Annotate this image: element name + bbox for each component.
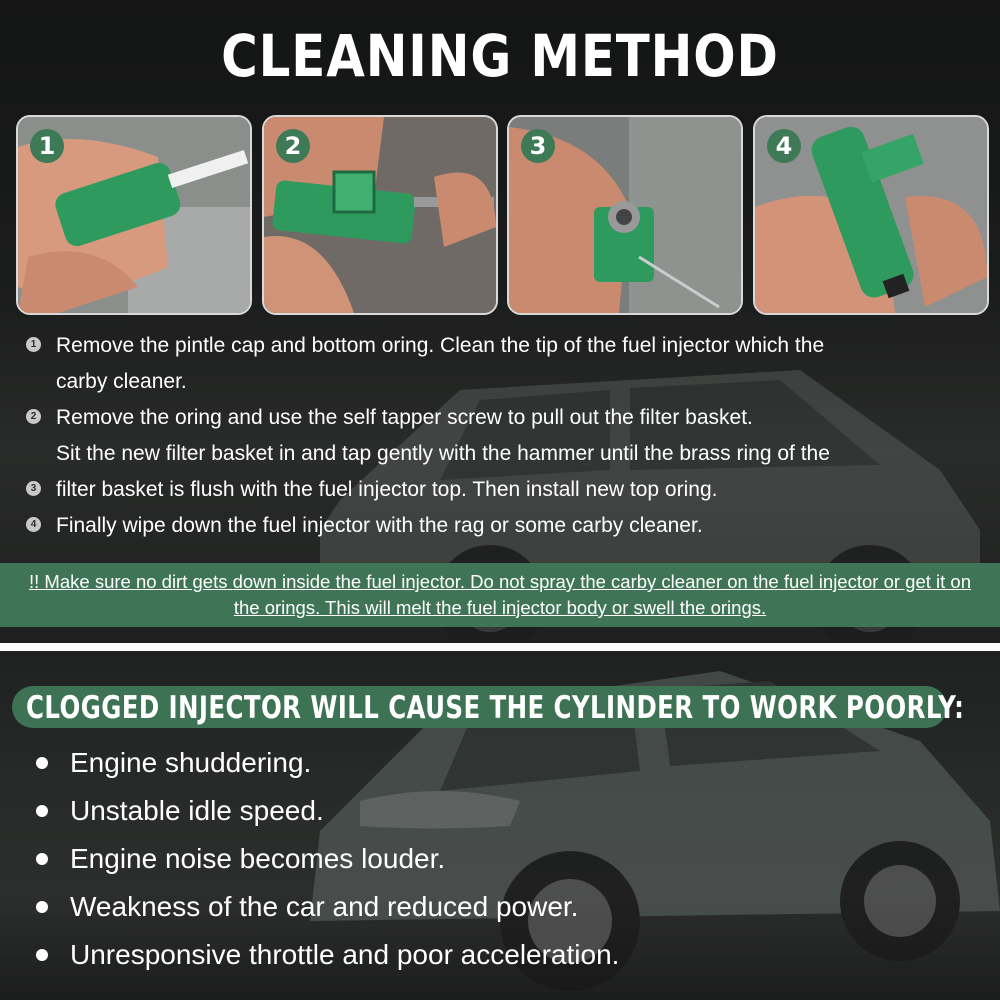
- step-number-badge: 1: [30, 129, 64, 163]
- list-item: [30, 838, 930, 886]
- cleaning-steps: [24, 328, 974, 544]
- bullet-icon: [36, 757, 48, 769]
- step-line: [24, 400, 974, 436]
- step-line: [24, 472, 974, 508]
- step-photo-row: [16, 115, 986, 313]
- step-text: filter basket is flush with the fuel injector top. Then install new top oring.: [56, 478, 718, 501]
- symptom-text: Engine noise becomes louder.: [70, 843, 446, 874]
- list-item: [30, 886, 930, 934]
- bullet-icon: [36, 901, 48, 913]
- step-photo-1: [16, 115, 252, 315]
- list-item: [30, 742, 930, 790]
- bullet-icon: [36, 949, 48, 961]
- step-text: Remove the oring and use the self tapper screw to pull out the filter basket.: [56, 406, 753, 429]
- step-bullet: 3: [26, 481, 41, 496]
- list-item: [30, 934, 930, 982]
- list-item: [30, 790, 930, 838]
- step-line: [24, 508, 974, 544]
- page-title: CLEANING METHOD: [221, 22, 779, 90]
- symptom-text: Unstable idle speed.: [70, 795, 324, 826]
- step-line: [24, 328, 974, 364]
- step-line: [24, 364, 974, 400]
- step-bullet: 4: [26, 517, 41, 532]
- symptom-text: Unresponsive throttle and poor acceleration.: [70, 939, 620, 970]
- step-number-badge: 3: [521, 129, 555, 163]
- step-number-badge: 4: [767, 129, 801, 163]
- section-divider: [0, 643, 1000, 651]
- bullet-icon: [36, 853, 48, 865]
- step-bullet: 1: [26, 337, 41, 352]
- warning-bar: [0, 563, 1000, 627]
- step-photo-2: [262, 115, 498, 315]
- bullet-icon: [36, 805, 48, 817]
- step-bullet: 2: [26, 409, 41, 424]
- step-photo-4: [753, 115, 989, 315]
- symptoms-banner: [12, 686, 965, 728]
- step-text: carby cleaner.: [56, 370, 187, 393]
- step-number-badge: 2: [276, 129, 310, 163]
- warning-text: !! Make sure no dirt gets down inside the fuel injector. Do not spray the carby cleaner on the fuel injector or get it on the orings. This will melt the fuel injector body or swell the orings.: [29, 571, 971, 618]
- step-text: Sit the new filter basket in and tap gently with the hammer until the brass ring of the: [56, 442, 830, 465]
- step-photo-3: [507, 115, 743, 315]
- banner-title: CLOGGED INJECTOR WILL CAUSE THE CYLINDER TO WORK POORLY:: [26, 690, 965, 726]
- symptom-text: Engine shuddering.: [70, 747, 312, 778]
- step-text: Remove the pintle cap and bottom oring. Clean the tip of the fuel injector which the: [56, 334, 825, 357]
- symptom-text: Weakness of the car and reduced power.: [70, 891, 579, 922]
- symptom-list: [30, 742, 930, 982]
- step-line: [24, 436, 974, 472]
- step-text: Finally wipe down the fuel injector with the rag or some carby cleaner.: [56, 514, 703, 537]
